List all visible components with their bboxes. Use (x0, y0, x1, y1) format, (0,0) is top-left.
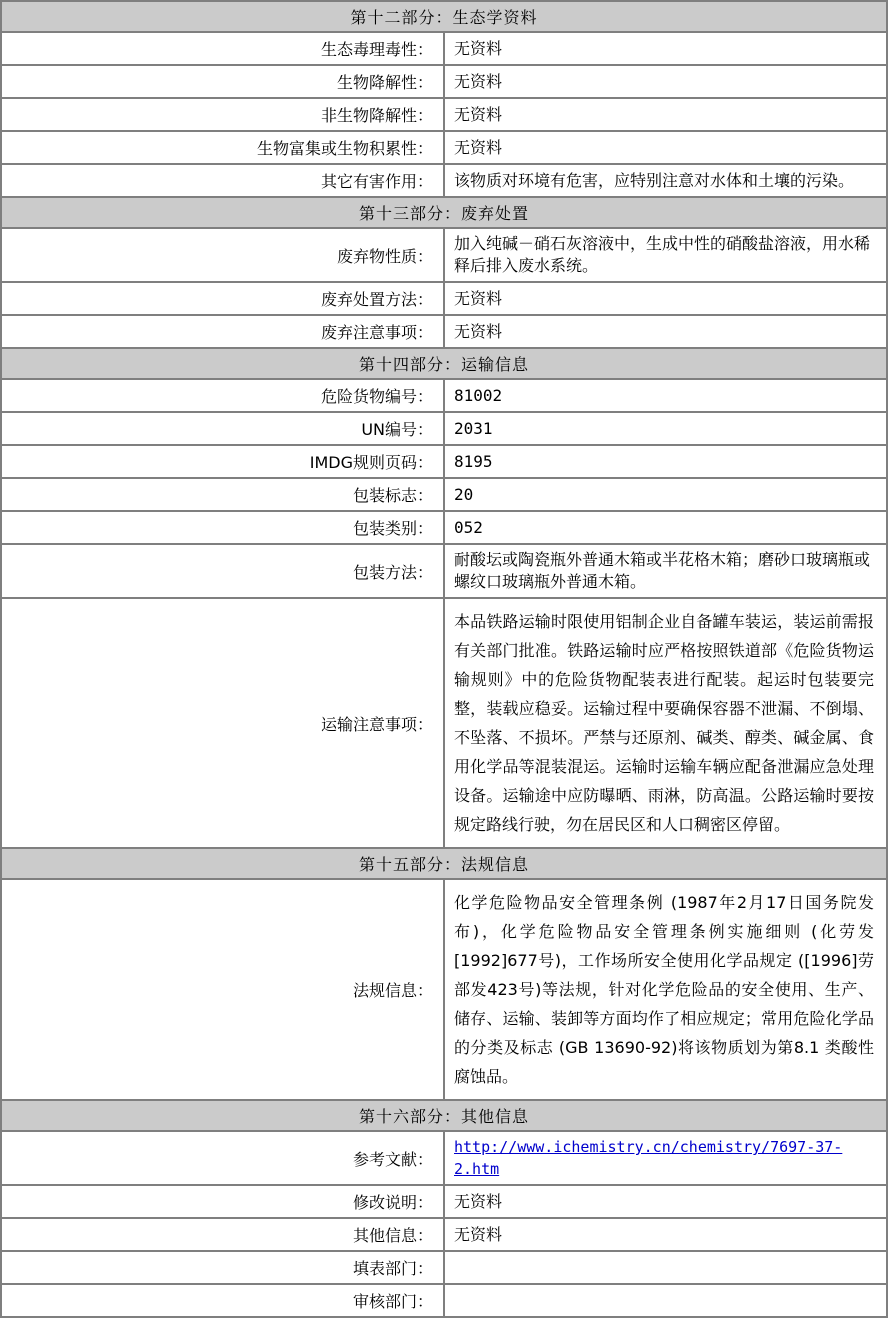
table-row (1, 164, 887, 197)
field-value: 无资料 (444, 282, 887, 315)
field-label: 填表部门： (1, 1251, 444, 1284)
section-header-row (1, 348, 887, 379)
field-label: 危险货物编号： (1, 379, 444, 412)
field-label: 包装方法： (1, 544, 444, 598)
field-value: 2031 (444, 412, 887, 445)
table-row (1, 1131, 887, 1185)
table-row (1, 544, 887, 598)
table-row (1, 598, 887, 848)
field-value: 无资料 (444, 131, 887, 164)
table-row (1, 445, 887, 478)
field-value (444, 1251, 887, 1284)
table-row (1, 379, 887, 412)
field-label: IMDG规则页码： (1, 445, 444, 478)
reference-url-link[interactable]: http://www.ichemistry.cn/chemistry/7697-37-2.htm (454, 1138, 843, 1178)
field-label: 非生物降解性： (1, 98, 444, 131)
field-value: 无资料 (444, 315, 887, 348)
section-header-row (1, 848, 887, 879)
field-label: 生态毒理毒性： (1, 32, 444, 65)
field-label: 其他信息： (1, 1218, 444, 1251)
field-label: 包装类别： (1, 511, 444, 544)
field-value: 052 (444, 511, 887, 544)
section-header-row (1, 1, 887, 32)
table-row (1, 228, 887, 282)
table-row (1, 879, 887, 1100)
table-row (1, 1284, 887, 1317)
field-value (444, 1284, 887, 1317)
section-title: 第十三部分：废弃处置 (1, 197, 887, 228)
table-row (1, 65, 887, 98)
field-label: 运输注意事项： (1, 598, 444, 848)
field-value: 无资料 (444, 98, 887, 131)
field-label: 废弃注意事项： (1, 315, 444, 348)
section-header-row (1, 197, 887, 228)
section-header-row (1, 1100, 887, 1131)
field-value: 耐酸坛或陶瓷瓶外普通木箱或半花格木箱；磨砂口玻璃瓶或螺纹口玻璃瓶外普通木箱。 (444, 544, 887, 598)
field-value: 无资料 (444, 1218, 887, 1251)
field-value: 81002 (444, 379, 887, 412)
table-row (1, 282, 887, 315)
field-value: 化学危险物品安全管理条例 (1987年2月17日国务院发布)，化学危险物品安全管理条例实施细则 (化劳发[1992]677号)，工作场所安全使用化学品规定 ([1996]劳部发423号)等法规，针对化学危险品的安全使用、生产、储存、运输、装卸等方面均作了相应规定；常用危险化学品的分类及标志 (GB 13690-92)将该物质划为第8.1 类酸性腐蚀品。 (444, 879, 887, 1100)
table-row (1, 1251, 887, 1284)
field-label: 法规信息： (1, 879, 444, 1100)
field-value: 本品铁路运输时限使用铝制企业自备罐车装运，装运前需报有关部门批准。铁路运输时应严格按照铁道部《危险货物运输规则》中的危险货物配装表进行配装。起运时包装要完整，装载应稳妥。运输过程中要确保容器不泄漏、不倒塌、不坠落、不损坏。严禁与还原剂、碱类、醇类、碱金属、食用化学品等混装混运。运输时运输车辆应配备泄漏应急处理设备。运输途中应防曝晒、雨淋，防高温。公路运输时要按规定路线行驶，勿在居民区和人口稠密区停留。 (444, 598, 887, 848)
table-row (1, 1218, 887, 1251)
field-value: 加入纯碱－硝石灰溶液中，生成中性的硝酸盐溶液，用水稀释后排入废水系统。 (444, 228, 887, 282)
table-row (1, 478, 887, 511)
field-value: 20 (444, 478, 887, 511)
field-value: 无资料 (444, 1185, 887, 1218)
section-title: 第十六部分：其他信息 (1, 1100, 887, 1131)
field-value: 8195 (444, 445, 887, 478)
field-label: 包装标志： (1, 478, 444, 511)
table-row (1, 1185, 887, 1218)
field-label: UN编号： (1, 412, 444, 445)
section-title: 第十四部分：运输信息 (1, 348, 887, 379)
table-row (1, 131, 887, 164)
table-row (1, 412, 887, 445)
field-value: 无资料 (444, 65, 887, 98)
section-title: 第十五部分：法规信息 (1, 848, 887, 879)
table-row (1, 511, 887, 544)
table-row (1, 315, 887, 348)
field-label: 参考文献： (1, 1131, 444, 1185)
field-label: 废弃处置方法： (1, 282, 444, 315)
field-label: 生物降解性： (1, 65, 444, 98)
section-title: 第十二部分：生态学资料 (1, 1, 887, 32)
field-value: 该物质对环境有危害，应特别注意对水体和土壤的污染。 (444, 164, 887, 197)
field-value: 无资料 (444, 32, 887, 65)
msds-table-body (1, 1, 887, 1317)
field-label: 修改说明： (1, 1185, 444, 1218)
field-label: 废弃物性质： (1, 228, 444, 282)
table-row (1, 32, 887, 65)
field-label: 其它有害作用： (1, 164, 444, 197)
table-row (1, 98, 887, 131)
field-value (444, 1131, 887, 1185)
field-label: 审核部门： (1, 1284, 444, 1317)
field-label: 生物富集或生物积累性： (1, 131, 444, 164)
